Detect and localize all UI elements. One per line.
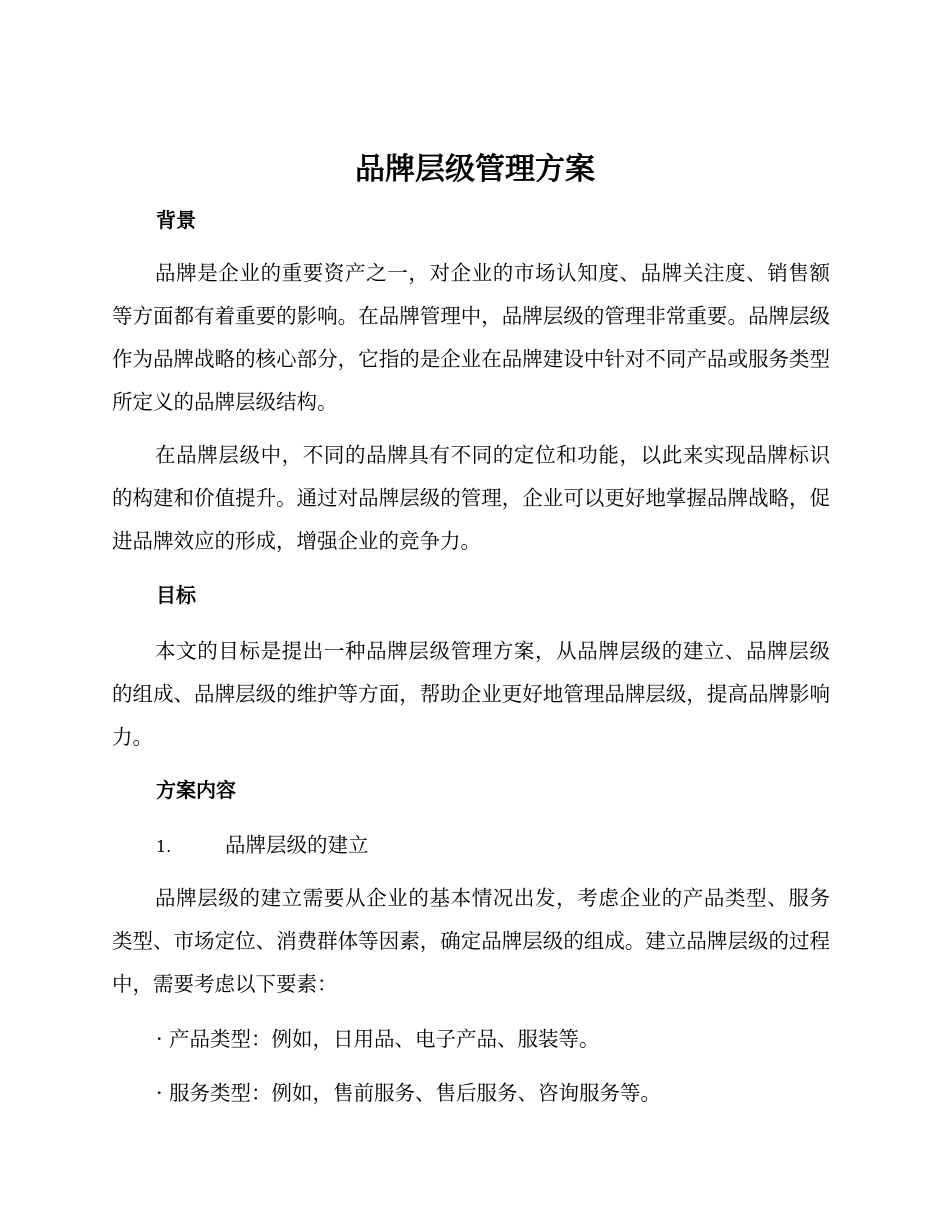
item-title: 品牌层级的建立: [225, 833, 369, 857]
document-title: 品牌层级管理方案: [355, 152, 595, 187]
bullet-item: · 产品类型：例如，日用品、电子产品、服装等。: [156, 1027, 600, 1051]
paragraph: 在品牌层级中，不同的品牌具有不同的定位和功能，以此来实现品牌标识的构建和价值提升。通过对品牌层级的管理，企业可以更好地掌握品牌战略，促进品牌效应的形成，增强企业的竞争力。: [112, 443, 830, 553]
item-number: 1.: [156, 837, 172, 856]
numbered-item: [156, 825, 369, 867]
paragraph: 品牌是企业的重要资产之一，对企业的市场认知度、品牌关注度、销售额等方面都有着重要的影响。在品牌管理中，品牌层级的管理非常重要。品牌层级作为品牌战略的核心部分，它指的是企业在品牌建设中针对不同产品或服务类型所定义的品牌层级结构。: [112, 261, 830, 414]
paragraph: 本文的目标是提出一种品牌层级管理方案，从品牌层级的建立、品牌层级的组成、品牌层级的维护等方面，帮助企业更好地管理品牌层级，提高品牌影响力。: [112, 639, 830, 749]
section-heading-content: 方案内容: [156, 778, 236, 802]
section-heading-background: 背景: [156, 208, 196, 232]
section-heading-goal: 目标: [156, 583, 196, 607]
paragraph: 品牌层级的建立需要从企业的基本情况出发，考虑企业的产品类型、服务类型、市场定位、消费群体等因素，确定品牌层级的组成。建立品牌层级的过程中，需要考虑以下要素：: [112, 886, 830, 996]
bullet-item: · 服务类型：例如，售前服务、售后服务、咨询服务等。: [156, 1081, 662, 1105]
